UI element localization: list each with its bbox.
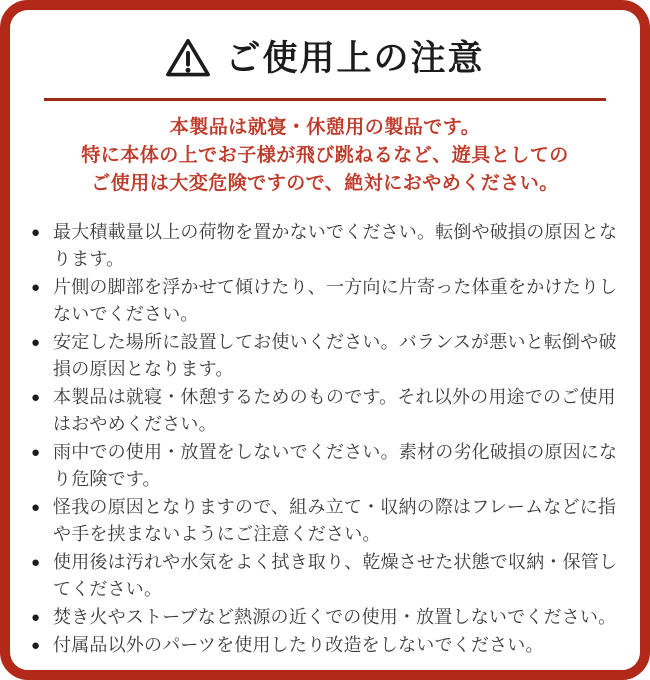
list-item-text: 焚き火やストーブなど熱源の近くでの使用・放置しないでください。 [53,607,617,627]
warning-intro [10,114,640,198]
list-item-text: 本製品は就寝・休憩するためのものです。それ以外の用途でのご使用はおやめください。 [53,387,616,434]
bullet-icon: ● [31,554,41,571]
bullet-icon: ● [31,389,41,406]
divider-line [44,98,606,101]
bullet-icon: ● [31,637,41,654]
list-item [31,604,619,631]
warning-triangle-icon [165,37,211,79]
list-item [31,219,619,273]
list-item [31,632,619,659]
notice-content [10,10,640,670]
bullet-icon: ● [31,224,41,241]
list-item [31,439,619,493]
caution-list [31,219,619,659]
list-item-text: 使用後は汚れや水気をよく拭き取り、乾燥させた状態で収納・保管してください。 [53,552,618,599]
bullet-icon: ● [31,499,41,516]
bullet-icon: ● [31,609,41,626]
intro-line: 本製品は就寝・休憩用の製品です。 [169,117,481,138]
list-item-text: 最大積載量以上の荷物を置かないでください。転倒や破損の原因となります。 [53,222,618,269]
list-item-text: 怪我の原因となりますので、組み立て・収納の際はフレームなどに指や手を挟まないようにご注意ください。 [53,497,617,544]
bullet-icon: ● [31,279,41,296]
list-item [31,384,619,438]
bullet-icon: ● [31,444,41,461]
bullet-icon: ● [31,334,41,351]
list-item [31,549,619,603]
list-item-text: 付属品以外のパーツを使用したり改造をしないでください。 [53,635,544,655]
title-row [10,34,640,82]
page-title: ご使用上の注意 [225,38,485,78]
intro-line: ご使用は大変危険ですので、絶対におやめください。 [91,173,559,194]
intro-line: 特に本体の上でお子様が飛び跳ねるなど、遊具としての [81,145,569,166]
list-item-text: 雨中での使用・放置をしないでください。素材の劣化破損の原因になり危険です。 [53,442,618,489]
list-item-text: 安定した場所に設置してお使いください。バランスが悪いと転倒や破損の原因となります。 [53,332,617,379]
list-item [31,329,619,383]
list-item [31,274,619,328]
list-item [31,494,619,548]
list-item-text: 片側の脚部を浮かせて傾けたり、一方向に片寄った体重をかけたりしないでください。 [53,277,618,324]
